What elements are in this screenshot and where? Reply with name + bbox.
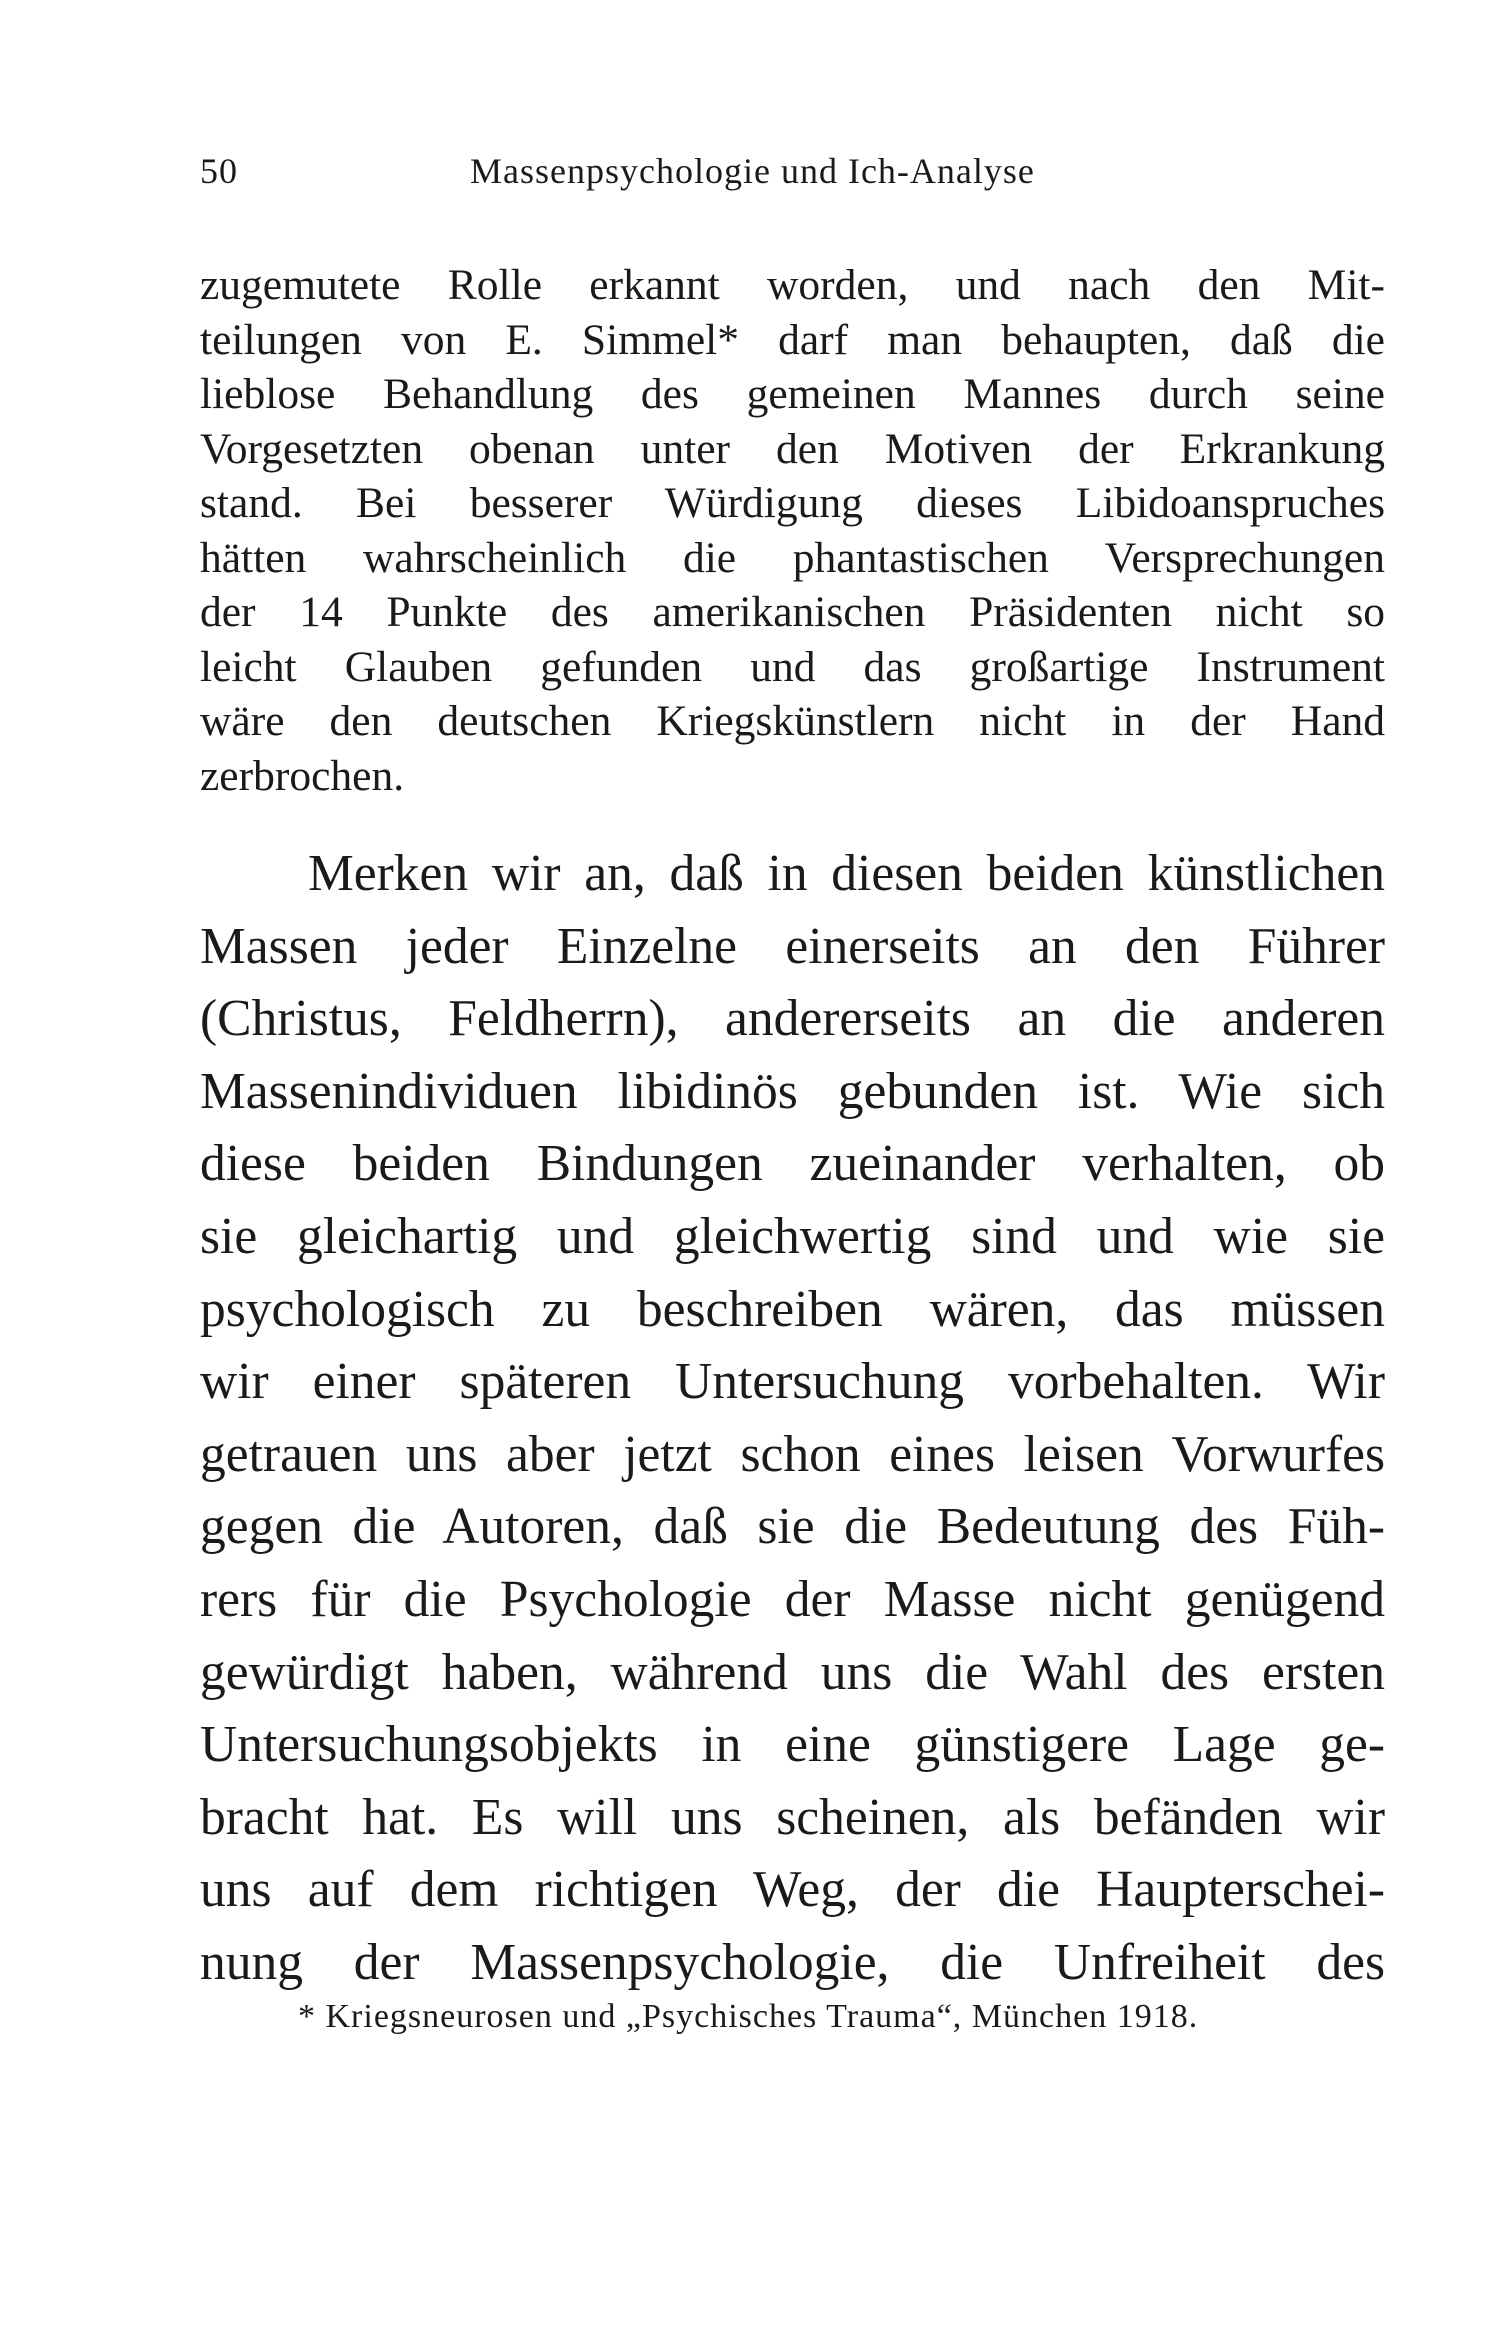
text-line: Vorgesetzten obenan unter den Motiven der Erkrankung — [200, 424, 1385, 473]
text-line: leicht Glauben gefunden und das großartige Instrument — [200, 642, 1385, 691]
text-line: Merken wir an, daß in diesen beiden künstlichen — [308, 845, 1385, 902]
text-line: lieblose Behandlung des gemeinen Mannes durch seine — [200, 370, 1385, 418]
footnote: * Kriegsneurosen und „Psychisches Trauma“, München 1918. — [298, 1998, 1199, 2035]
text-line: teilungen von E. Simmel* darf man behaupten, daß die — [200, 315, 1385, 364]
text-line: psychologisch zu beschreiben wären, das müssen — [200, 1280, 1385, 1338]
running-title: Massenpsychologie und Ich-Analyse — [470, 151, 1035, 191]
page-number: 50 — [200, 151, 238, 191]
text-line: zugemutete Rolle erkannt worden, und nach den Mit- — [200, 261, 1385, 309]
text-line: bracht hat. Es will uns scheinen, als befänden wir — [200, 1788, 1385, 1846]
text-line: gegen die Autoren, daß sie die Bedeutung des Füh- — [200, 1498, 1385, 1556]
text-line: getrauen uns aber jetzt schon eines leisen Vorwurfes — [200, 1425, 1385, 1483]
text-line: sie gleichartig und gleichwertig sind und wie sie — [200, 1207, 1385, 1265]
paragraph-2 — [200, 838, 1385, 2000]
text-line: nung der Massenpsychologie, die Unfreiheit des — [200, 1933, 1385, 1991]
text-line: Massenindividuen libidinös gebunden ist. Wie sich — [200, 1062, 1385, 1120]
text-line: wäre den deutschen Kriegskünstlern nicht in der Hand — [200, 697, 1385, 745]
text-line: Massen jeder Einzelne einerseits an den Führer — [200, 917, 1385, 975]
text-line: rers für die Psychologie der Masse nicht genügend — [200, 1570, 1385, 1628]
text-line: uns auf dem richtigen Weg, der die Haupterschei- — [200, 1861, 1385, 1919]
text-line: stand. Bei besserer Würdigung dieses Libidoanspruches — [200, 479, 1385, 527]
text-line: gewürdigt haben, während uns die Wahl des ersten — [200, 1643, 1385, 1701]
text-line: Untersuchungsobjekts in eine günstigere Lage ge- — [200, 1716, 1385, 1774]
text-line: diese beiden Bindungen zueinander verhalten, ob — [200, 1135, 1385, 1193]
text-line: wir einer späteren Untersuchung vorbehalten. Wir — [200, 1353, 1385, 1411]
text-line: hätten wahrscheinlich die phantastischen Versprechungen — [200, 533, 1385, 582]
paragraph-1 — [200, 258, 1385, 803]
text-line: zerbrochen. — [200, 751, 405, 800]
running-head — [200, 150, 1150, 200]
text-line: der 14 Punkte des amerikanischen Präsidenten nicht so — [200, 588, 1385, 636]
text-line: (Christus, Feldherrn), andererseits an die anderen — [200, 990, 1385, 1048]
